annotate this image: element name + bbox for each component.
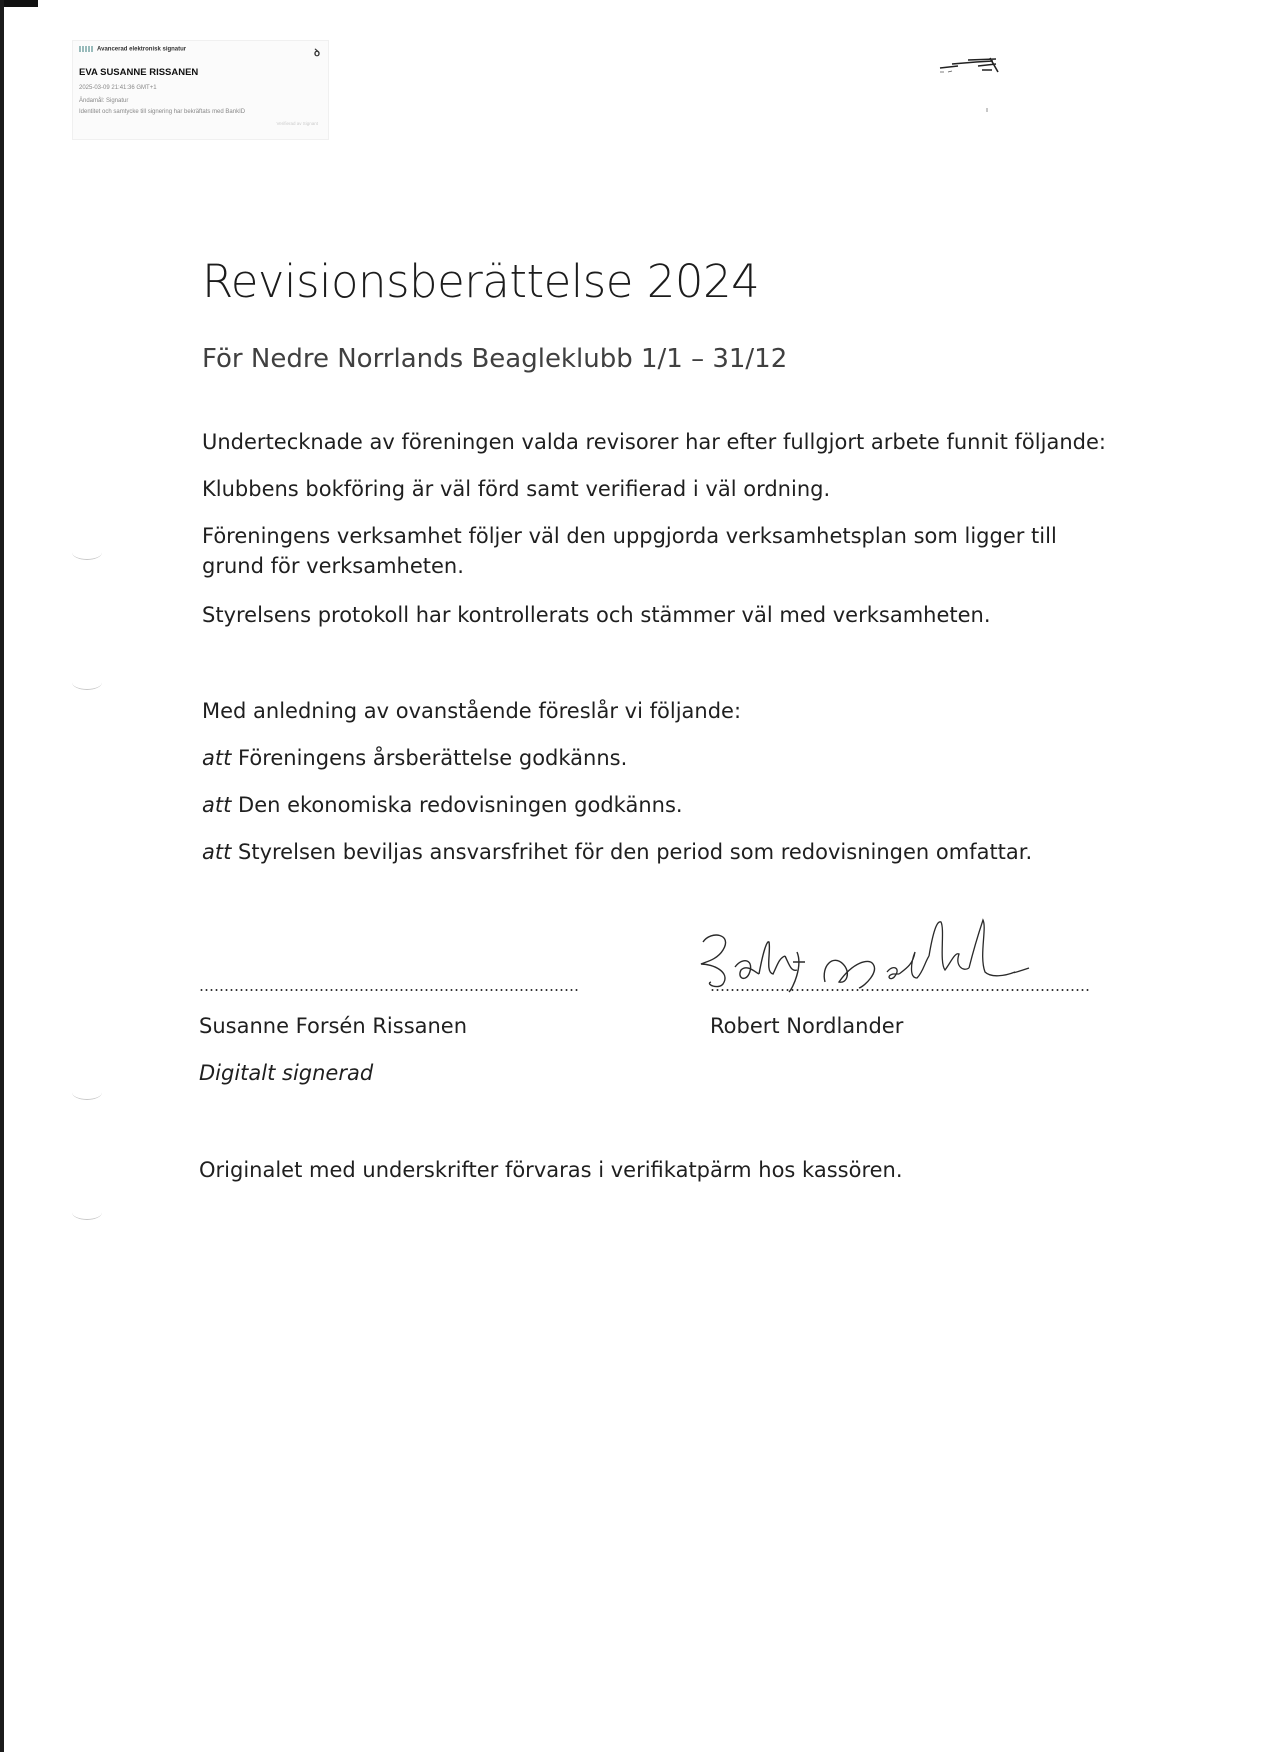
proposal-prefix: att xyxy=(202,840,232,864)
stamp-flag-icon xyxy=(79,46,93,52)
stamp-purpose: Ändamål: Signatur xyxy=(79,98,129,104)
proposal-text: Föreningens årsberättelse godkänns. xyxy=(231,746,628,770)
punch-hole-mark xyxy=(72,1085,102,1100)
handwritten-signature xyxy=(693,912,1093,1002)
stamp-identity-note: Identitet och samtycke till signering har bekräftats med BankID xyxy=(79,109,246,115)
proposal-prefix: att xyxy=(202,746,232,770)
punch-hole-mark xyxy=(72,675,102,690)
paragraph: Klubbens bokföring är väl förd samt verifierad i väl ordning. xyxy=(202,477,831,501)
paragraph: Föreningens verksamhet följer väl den uppgjorda verksamhetsplan som ligger till grund för verksamheten. xyxy=(202,524,1057,578)
stamp-signer-name: EVA SUSANNE RISSANEN xyxy=(79,67,199,78)
digital-signature-note: Digitalt signerad xyxy=(199,1061,374,1085)
proposal-intro: Med anledning av ovanstående föreslår vi följande: xyxy=(202,699,742,723)
document-subtitle: För Nedre Norrlands Beagleklubb 1/1 – 31/12 xyxy=(202,344,788,374)
proposal-text: Den ekonomiska redovisningen godkänns. xyxy=(231,793,683,817)
stamp-header xyxy=(79,46,186,53)
stamp-header-text: Avancerad elektronisk signatur xyxy=(97,46,187,53)
punch-hole-mark xyxy=(72,545,102,560)
paragraph: Undertecknade av föreningen valda revisorer har efter fullgjort arbete funnit följande: xyxy=(202,430,1106,454)
proposal-item xyxy=(202,743,1102,773)
signatory-name: Robert Nordlander xyxy=(710,1014,904,1038)
proposal-prefix: att xyxy=(202,793,232,817)
proposal-item xyxy=(202,790,1102,820)
esignature-stamp xyxy=(72,40,329,140)
proposal-text: Styrelsen beviljas ansvarsfrihet för den period som redovisningen omfattar. xyxy=(231,840,1033,864)
footer-note: Originalet med underskrifter förvaras i verifikatpärm hos kassören. xyxy=(199,1158,903,1182)
stamp-datetime: 2025-03-09 21:41:36 GMT+1 xyxy=(79,85,157,91)
signant-logo-icon: ꝺ xyxy=(314,48,320,59)
signature-line xyxy=(199,988,580,992)
signatory-name: Susanne Forsén Rissanen xyxy=(199,1014,468,1038)
ink-scribble xyxy=(938,50,1008,120)
proposal-item xyxy=(202,837,1102,867)
scan-edge xyxy=(0,0,38,7)
document-title: Revisionsberättelse 2024 xyxy=(202,255,760,308)
stamp-verified-note: Verifierad av Signant xyxy=(276,121,318,126)
paragraph: Styrelsens protokoll har kontrollerats och stämmer väl med verksamheten. xyxy=(202,603,991,627)
punch-hole-mark xyxy=(72,1205,102,1220)
scan-edge xyxy=(0,0,4,1752)
